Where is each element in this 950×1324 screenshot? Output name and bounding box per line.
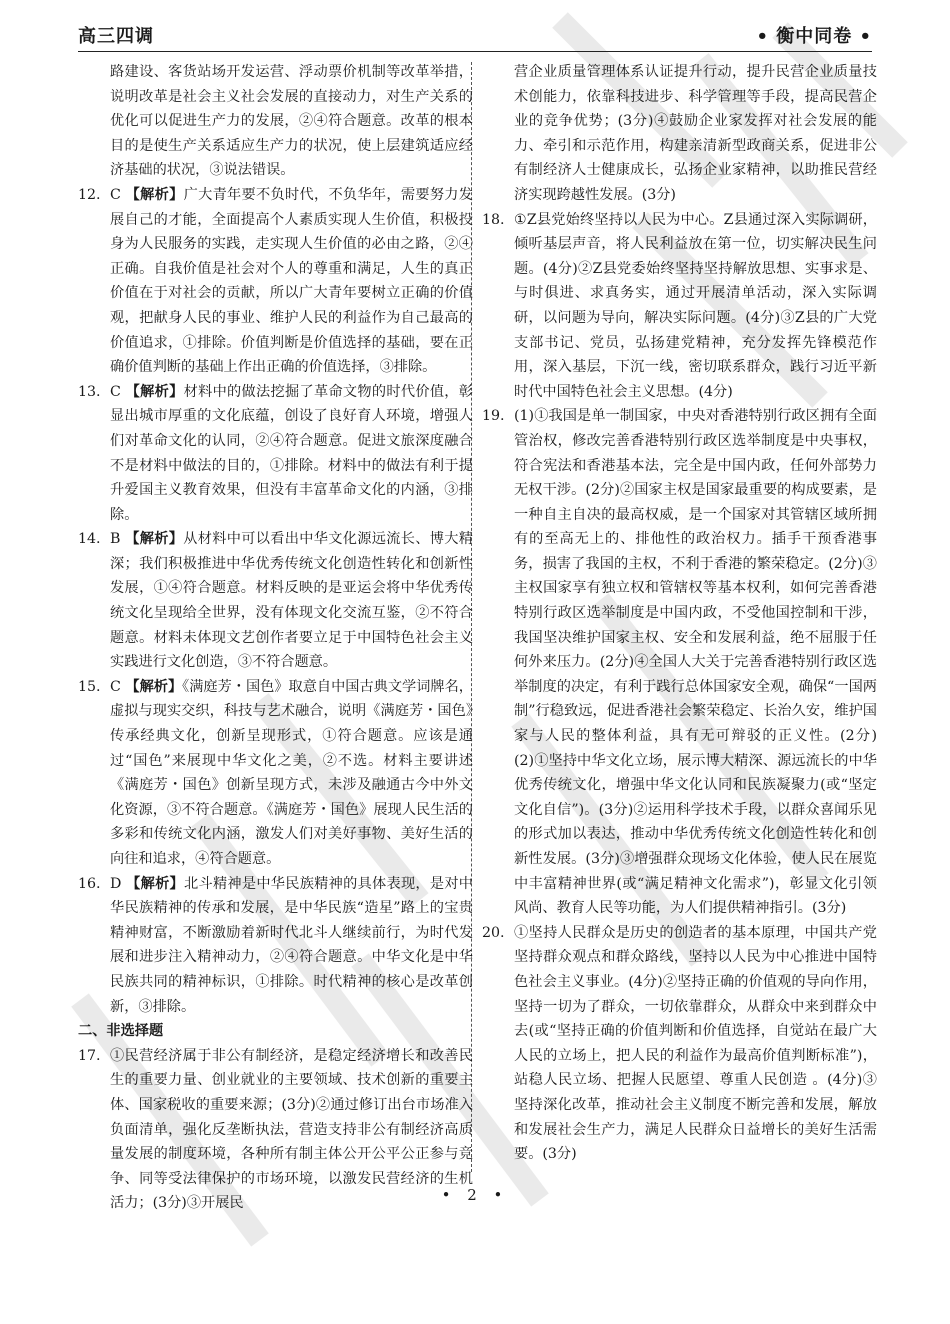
item-number: 16. — [78, 875, 101, 892]
item-text: 广大青年要不负时代，不负华年，需要努力发展自己的才能，全面提高个人素质实现人生价值，积极投身为人民服务的实践，走实现人生价值的必由之路，②④正确。自我价值是社会对个人的尊重和满足，人生的真正价值在于对社会的贡献，所以广大青年要树立正确的价值观，把献身人民的事业、维护人民的利益作为自己最高的价值追求，①排除。价值判断是价值选择的基础，要在正确价值判断的基础上作出正确的价值选择，③排除。 — [110, 186, 473, 376]
analysis-tag: 【解析】 — [125, 531, 184, 548]
left-column — [78, 60, 473, 1216]
item-number: 17. — [78, 1047, 101, 1064]
item-text: 《满庭芳・国色》取意自中国古典文学词牌名，虚拟与现实交织，科技与艺术融合，说明《满庭芳・国色》传承经典文化，创新呈现形式，①符合题意。应该是通过“国色”来展现中华文化之美，②不选。材料主要讲述《满庭芳・国色》创新呈现方式，未涉及融通古今中外文化资源，③不符合题意。《满庭芳・国色》展现人民生活的多彩和传统文化内涵，激发人们对美好事物、美好生活的向往和追求，④符合题意。 — [110, 678, 473, 867]
analysis-tag: 【解析】 — [126, 875, 185, 892]
item-answer: C — [110, 678, 121, 695]
header-brand: • 衡中同卷 • — [756, 26, 872, 47]
item-text: (1)①我国是单一制国家，中央对香港特别行政区拥有全面管治权，修改完善香港特别行政区选举制度是中央事权，符合宪法和香港基本法，完全是中国内政，任何外部势力无权干涉。(2分)②国家主权是国家最重要的构成要素，是一种自主自决的最高权威，是一个国家对其管辖区域所拥有的至高无上的、排他性的政治权力。插手干预香港事务，损害了我国的主权，不利于香港的繁荣稳定。(2分)③主权国家享有独立权和管辖权等基本权利，如何完善香港特别行政区选举制度是中国内政，不受他国控制和干涉，我国坚决维护国家主权、安全和发展利益，绝不屈服于任何外来压力。(2分)④全国人大关于完善香港特别行政区选举制度的决定，有利于践行总体国家安全观，确保“一国两制”行稳致远，促进香港社会繁荣稳定、长治久安，维护国家与人民的整体利益，具有无可辩驳的正义性。(2分)(2)①坚持中华文化立场，展示博大精深、源远流长的中华优秀传统文化，增强中华文化认同和民族凝聚力(或“坚定文化自信”)。(3分)②运用科学技术手段，以群众喜闻乐见的形式加以表达，推动中华优秀传统文化创造性转化和创新性发展。(3分)③增强群众现场文化体验，使人民在展览中丰富精神世界(或“满足精神文化需求”)，彰显文化引领风尚、教育人民等功能，为人们提供精神指引。(3分) — [514, 408, 877, 917]
answer-item-20 — [482, 921, 877, 1167]
analysis-tag: 【解析】 — [125, 678, 183, 695]
item-text: ①民营经济属于非公有制经济，是稳定经济增长和改善民生的重要力量、创业就业的主要领域、技术创新的重要主体、国家税收的重要来源；(3分)②通过修订出台市场准入负面清单，强化反垄断执法，营造支持非公有制经济高质量发展的制度环境，各种所有制主体公开公平公正参与竞争、同等受法律保护的市场环境，以激发民营经济的生机活力；(3分)③开展民 — [110, 1047, 473, 1212]
answer-item-18 — [482, 208, 877, 405]
section-title: 二、非选择题 — [78, 1023, 164, 1040]
item-number: 13. — [78, 383, 101, 400]
answer-item-15 — [78, 675, 473, 872]
item-text: 材料中的做法挖掘了革命文物的时代价值，彰显出城市厚重的文化底蕴，创设了良好育人环境，增强人们对革命文化的认同，②④符合题意。促进文旅深度融合不是材料中做法的目的，①排除。材料中的做法有利于提升爱国主义教育效果，但没有丰富革命文化的内涵，③排除。 — [110, 383, 473, 523]
page-header — [78, 22, 872, 52]
item-number: 14. — [78, 531, 101, 548]
item-text: ①坚持人民群众是历史的创造者的基本原理，中国共产党坚持群众观点和群众路线，坚持以人民为中心推进中国特色社会主义事业。(4分)②坚持正确的价值观的导向作用，坚持一切为了群众，一切依靠群众，从群众中来到群众中去(或“坚持正确的价值判断和价值选择，自觉站在最广大人民的立场上，把人民的利益作为最高价值判断标准”)，站稳人民立场、把握人民愿望、尊重人民创造 。(4分)③坚持深化改革，推动社会主义制度不断完善和发展，解放和发展社会生产力，满足人民群众日益增长的美好生活需要。(3分) — [514, 924, 877, 1163]
item-answer: D — [110, 875, 122, 892]
q17-continuation: 营企业质量管理体系认证提升行动，提升民营企业质量技术创能力，依靠科技进步、科学管理等手段，提高民营企业的竞争优势；(3分)④鼓励企业家发挥对社会发展的能力、牵引和示范作用，构建亲清新型政商关系，促进非公有制经济人士健康成长，弘扬企业家精神，以助推民营经济实现跨越性发展。(3分) — [514, 64, 877, 203]
analysis-tag: 【解析】 — [125, 186, 184, 203]
item-answer: B — [110, 531, 121, 548]
answer-item-19 — [482, 404, 877, 920]
analysis-tag: 【解析】 — [125, 383, 184, 400]
item-number: 20. — [482, 924, 505, 941]
item-number: 19. — [482, 408, 505, 425]
item-number: 18. — [482, 211, 505, 228]
item-number: 15. — [78, 678, 101, 695]
answer-item-13 — [78, 380, 473, 528]
right-column — [482, 60, 877, 1167]
item-text: 从材料中可以看出中华文化源远流长、博大精深；我们积极推进中华优秀传统文化创造性转化和创新性发展，①④符合题意。材料反映的是亚运会将中华优秀传统文化呈现给全世界，没有体现文化交流互鉴，②不符合题意。材料未体现文艺创作者要立足于中国特色社会主义实践进行文化创造，③不符合题意。 — [110, 531, 473, 671]
item-answer: C — [110, 383, 121, 400]
item-text: 北斗精神是中华民族精神的具体表现，是对中华民族精神的传承和发展，是中华民族“造星”路上的宝贵精神财富，不断激励着新时代北斗人继续前行，为时代发展和进步注入精神动力，②④符合题意。中华文化是中华民族共同的精神标识，①排除。时代精神的核心是改革创新，③排除。 — [110, 875, 473, 1015]
item-number: 12. — [78, 186, 101, 203]
header-title: 高三四调 — [78, 26, 154, 47]
page-number: • 2 • — [441, 1186, 509, 1204]
answer-item-14 — [78, 527, 473, 675]
item-answer: C — [110, 186, 121, 203]
answer-item-16 — [78, 872, 473, 1020]
answer-item-12 — [78, 183, 473, 380]
item-text: ①Z县党始终坚持以人民为中心。Z县通过深入实际调研，倾听基层声音，将人民利益放在第一位，切实解决民生问题。(4分)②Z县党委始终坚持坚持解放思想、实事求是、与时俱进、求真务实，通过开展清单活动，深入实际调研，以问题为导向，解决实际问题。(4分)③Z县的广大党支部书记、党员，弘扬建党精神，充分发挥先锋模范作用，深入基层，下沉一线，密切联系群众，践行习近平新时代中国特色社会主义思想。(4分) — [514, 211, 877, 400]
q11-continuation: 路建设、客货站场开发运营、浮动票价机制等改革举措，说明改革是社会主义社会发展的直接动力，对生产关系的优化可以促进生产力的发展，②④符合题意。改革的根本目的是使生产关系适应生产力的状况，使上层建筑适应经济基础的状况，③说法错误。 — [110, 64, 473, 179]
